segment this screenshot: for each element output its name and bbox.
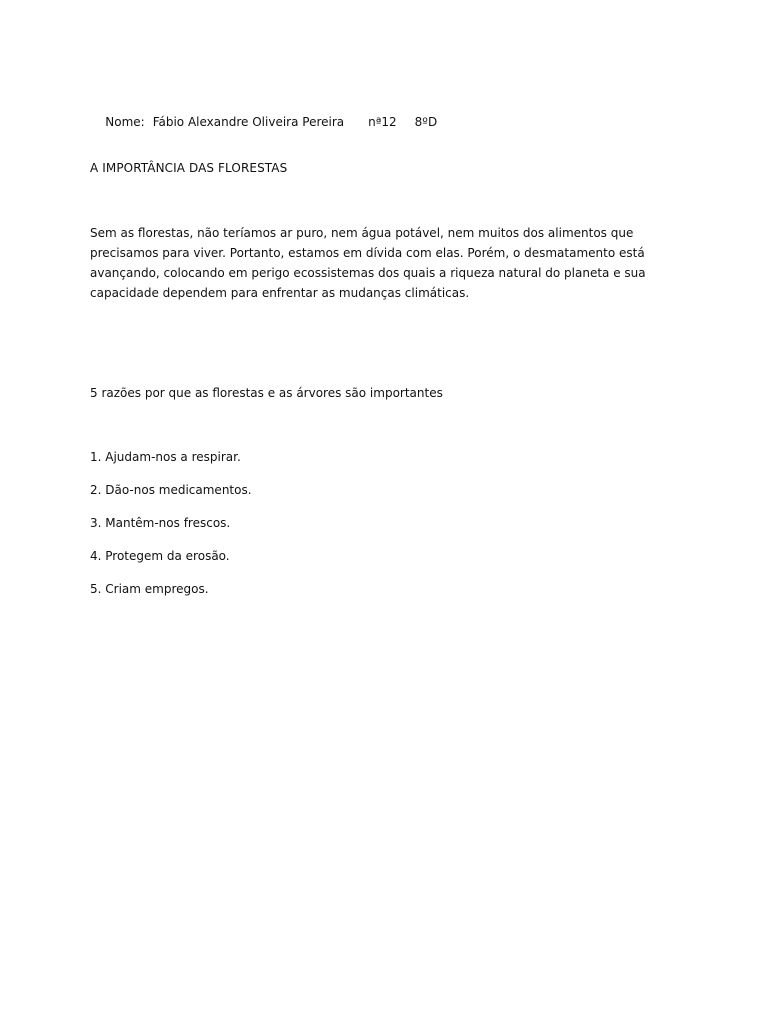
list-item: 4. Protegem da erosão. (90, 549, 230, 563)
list-item: 1. Ajudam-nos a respirar. (90, 450, 241, 464)
list-item: 2. Dão-nos medicamentos. (90, 483, 252, 497)
list-item: 3. Mantêm-nos frescos. (90, 516, 231, 530)
reasons-heading: 5 razões por que as florestas e as árvores são importantes (90, 386, 443, 400)
student-class: 8ºD (414, 115, 438, 129)
student-header (90, 92, 437, 152)
list-item: 5. Criam empregos. (90, 582, 209, 596)
student-number: nª12 (368, 115, 397, 129)
name-label: Nome: (105, 115, 145, 129)
student-name: Fábio Alexandre Oliveira Pereira (152, 115, 345, 129)
document-title: A IMPORTÂNCIA DAS FLORESTAS (90, 161, 288, 175)
reasons-list (90, 447, 252, 612)
intro-paragraph: Sem as florestas, não teríamos ar puro, nem água potável, nem muitos dos alimentos que precisamos para viver. Portanto, estamos em dívida com elas. Porém, o desmatamento está avançando, colocando em perigo ecossistemas dos quais a riqueza natural do planeta e sua capacidade dependem para enfrentar as mudanças climáticas. (90, 226, 646, 300)
